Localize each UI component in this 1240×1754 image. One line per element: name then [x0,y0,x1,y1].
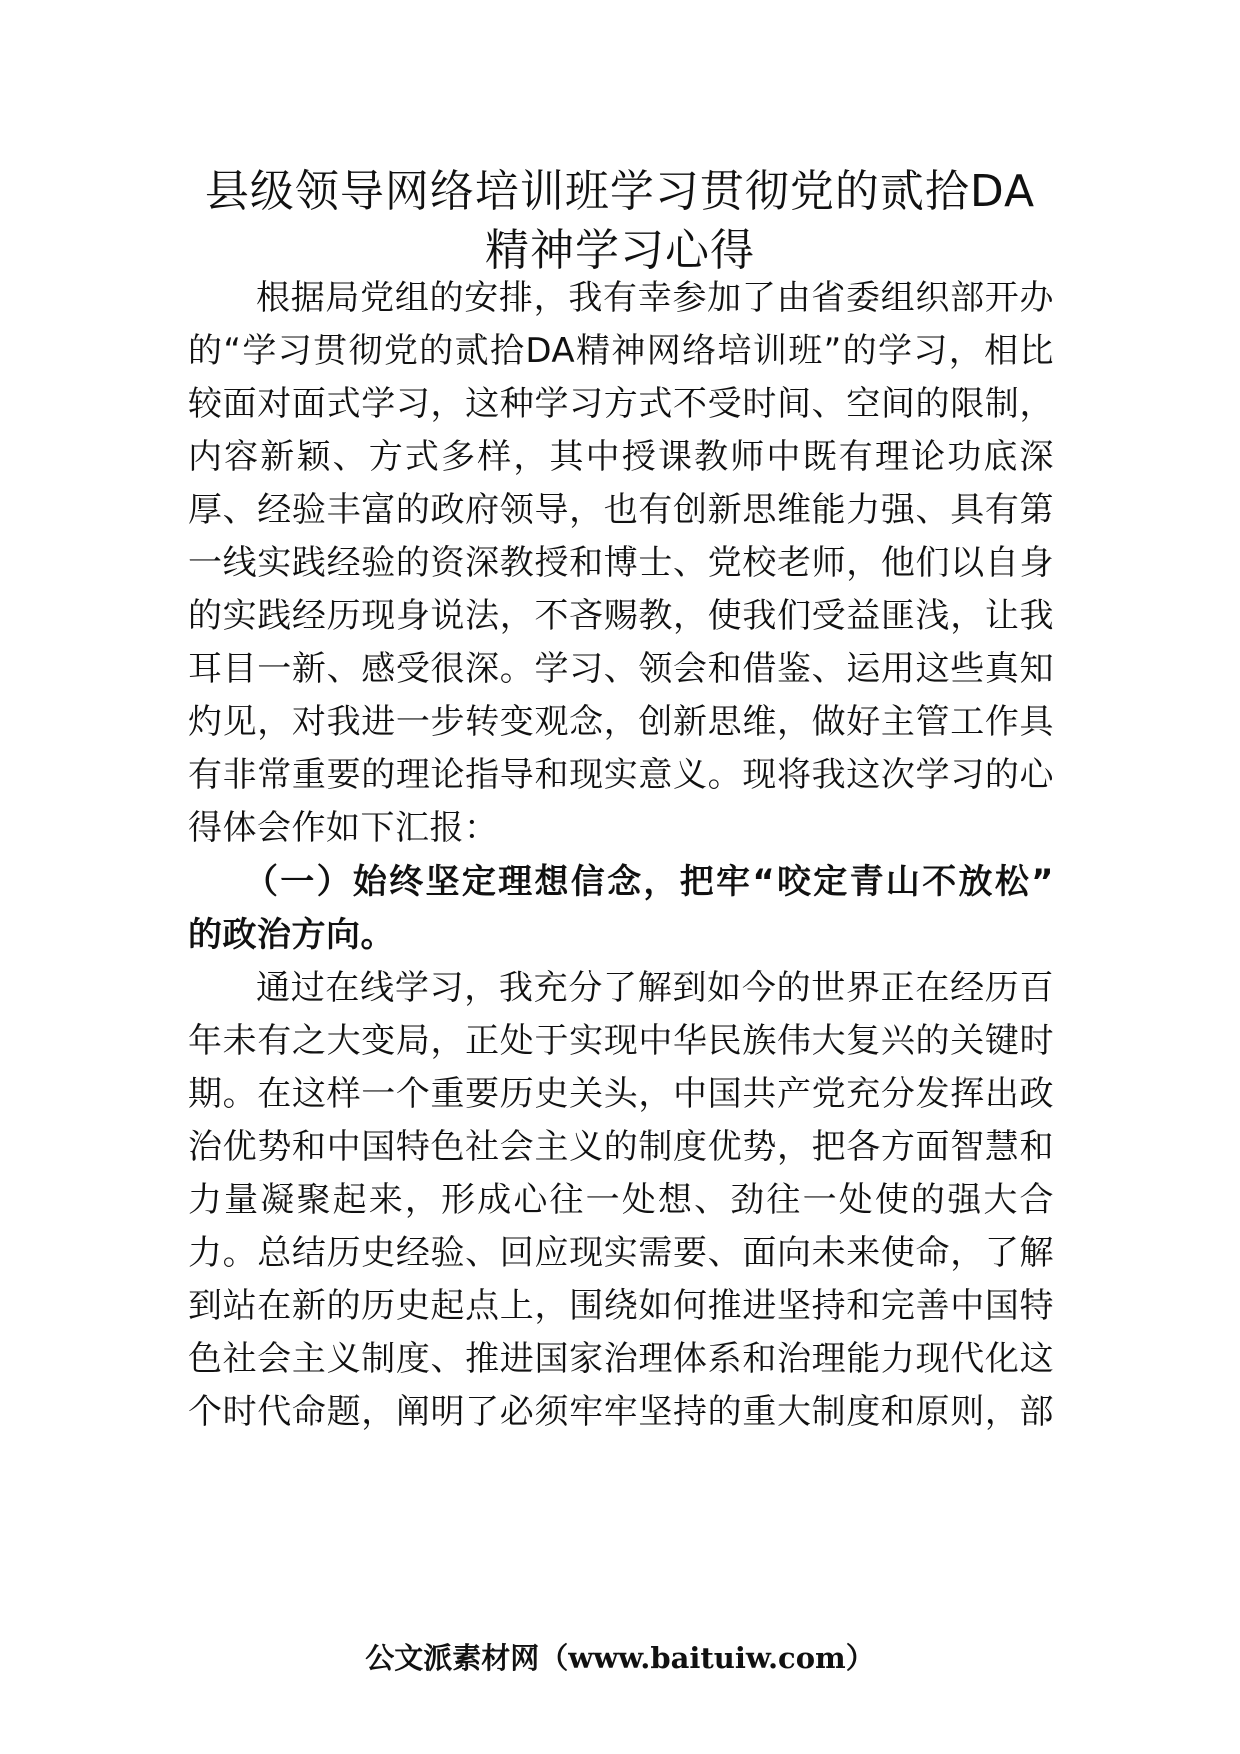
body-line-9: 灼见，对我进一步转变观念，创新思维，做好主管工作具 [188,702,1054,742]
body-line-13: 年未有之大变局，正处于实现中华民族伟大复兴的关键时 [188,1021,1054,1061]
document-title-line-2: 精神学习心得 [485,225,755,276]
body-line-15: 治优势和中国特色社会主义的制度优势，把各方面智慧和 [188,1127,1054,1167]
body-line-6: 一线实践经验的资深教授和博士、党校老师，他们以自身 [188,543,1054,583]
body-line-2: 的“学习贯彻党的贰拾DA精神网络培训班”的学习，相比 [188,331,1054,371]
body-line-10: 有非常重要的理论指导和现实意义。现将我这次学习的心 [188,755,1054,795]
body-line-3: 较面对面式学习，这种学习方式不受时间、空间的限制， [188,384,1054,424]
body-line-8: 耳目一新、感受很深。学习、领会和借鉴、运用这些真知 [188,649,1054,689]
document-title-line-1: 县级领导网络培训班学习贯彻党的贰拾DA [204,166,1036,217]
body-line-20: 个时代命题，阐明了必须牢牢坚持的重大制度和原则，部 [188,1392,1054,1432]
footer-source-text: 公文派素材网（www.baituiw.com） [365,1641,875,1675]
body-line-5: 厚、经验丰富的政府领导，也有创新思维能力强、具有第 [188,490,1054,530]
body-line-4: 内容新颖、方式多样，其中授课教师中既有理论功底深 [188,437,1054,477]
body-line-7: 的实践经历现身说法，不吝赐教，使我们受益匪浅，让我 [188,596,1054,636]
body-line-19: 色社会主义制度、推进国家治理体系和治理能力现代化这 [188,1339,1054,1379]
section-heading-line-2: 的政治方向。 [188,915,395,955]
body-line-11: 得体会作如下汇报： [188,808,499,848]
body-line-14: 期。在这样一个重要历史关头，中国共产党充分发挥出政 [188,1074,1054,1114]
body-line-18: 到站在新的历史起点上，围绕如何推进坚持和完善中国特 [188,1286,1054,1326]
section-heading-line-1: （一）始终坚定理想信念，把牢“咬定青山不放松” [244,862,1054,902]
body-line-1: 根据局党组的安排，我有幸参加了由省委组织部开办 [256,278,1054,318]
body-line-12: 通过在线学习，我充分了解到如今的世界正在经历百 [256,968,1054,1008]
body-line-17: 力。总结历史经验、回应现实需要、面向未来使命，了解 [188,1233,1054,1273]
body-line-16: 力量凝聚起来，形成心往一处想、劲往一处使的强大合 [188,1180,1054,1220]
